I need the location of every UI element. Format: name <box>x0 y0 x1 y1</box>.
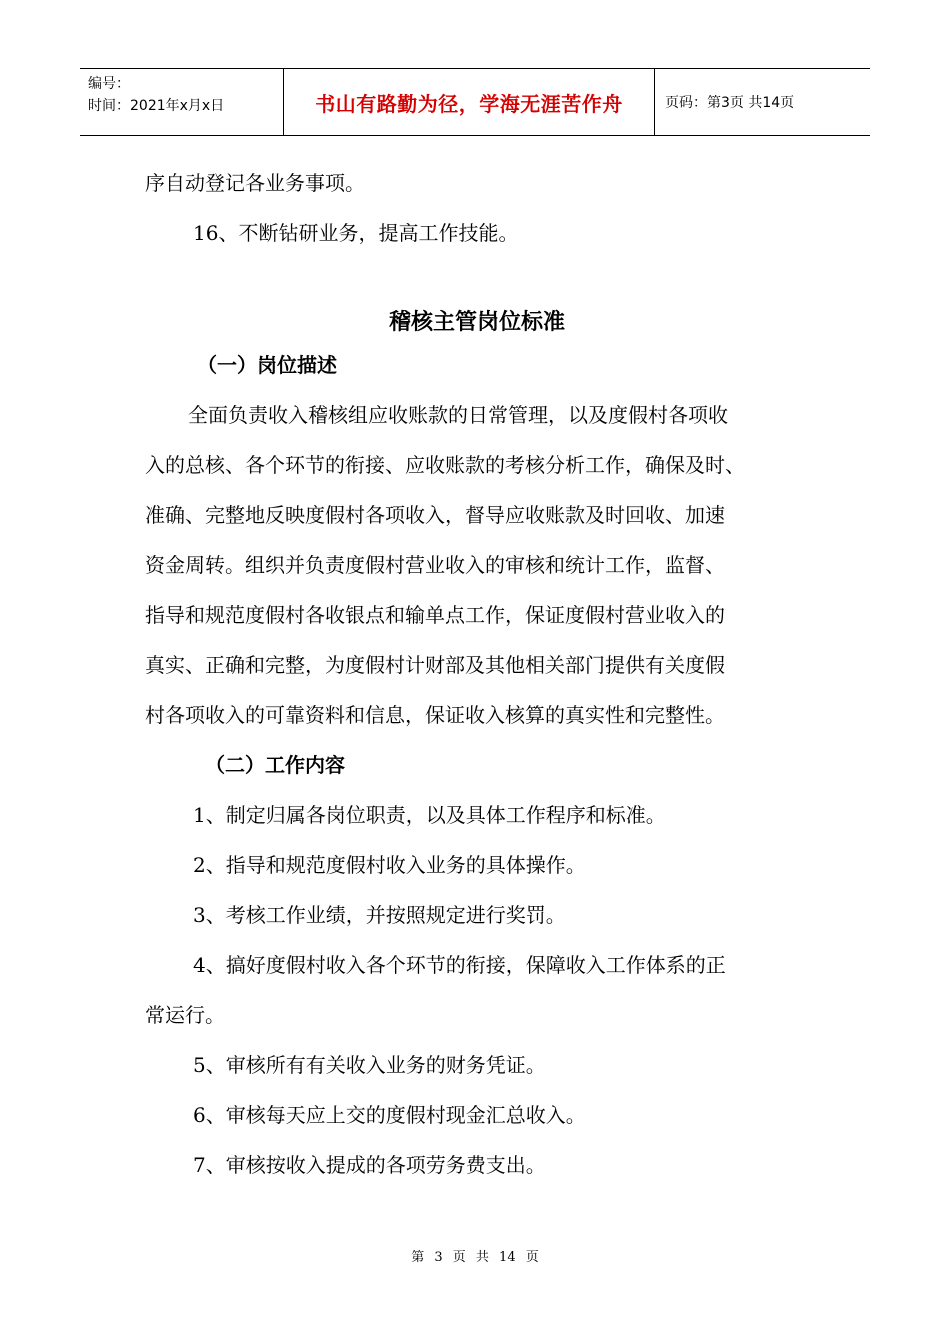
duty-item: 5、审核所有有关收入业务的财务凭证。 <box>193 1053 546 1077</box>
description-line: 入的总核、各个环节的衔接、应收账款的考核分析工作，确保及时、 <box>145 453 745 477</box>
subsection-heading-description: （一）岗位描述 <box>197 353 337 377</box>
description-line: 村各项收入的可靠资料和信息，保证收入核算的真实性和完整性。 <box>145 703 725 727</box>
description-line: 资金周转。组织并负责度假村营业收入的审核和统计工作，监督、 <box>145 553 725 577</box>
header-motto: 书山有路勤为径，学海无涯苦作舟 <box>283 69 655 135</box>
duty-item: 1、制定归属各岗位职责，以及具体工作程序和标准。 <box>193 803 666 827</box>
page-header <box>80 68 870 136</box>
description-line: 全面负责收入稽核组应收账款的日常管理，以及度假村各项收 <box>188 403 728 427</box>
subsection-heading-duties: （二）工作内容 <box>205 753 345 777</box>
description-line: 真实、正确和完整，为度假村计财部及其他相关部门提供有关度假 <box>145 653 725 677</box>
duty-item: 7、审核按收入提成的各项劳务费支出。 <box>193 1153 546 1177</box>
document-body <box>145 158 815 1190</box>
document-time-label: 时间：2021年x月x日 <box>88 98 225 114</box>
duty-item: 2、指导和规范度假村收入业务的具体操作。 <box>193 853 586 877</box>
duty-item-continuation: 常运行。 <box>145 1003 225 1027</box>
duty-item: 4、搞好度假村收入各个环节的衔接，保障收入工作体系的正 <box>193 953 726 977</box>
page-footer: 第 3 页 共 14 页 <box>411 1250 539 1265</box>
description-line: 指导和规范度假村各收银点和输单点工作，保证度假村营业收入的 <box>145 603 725 627</box>
header-meta <box>80 69 283 135</box>
document-number-label: 编号： <box>88 76 130 92</box>
continuation-line: 序自动登记各业务事项。 <box>145 171 365 195</box>
header-page-info: 页码：第3页 共14页 <box>665 95 795 111</box>
duty-item: 6、审核每天应上交的度假村现金汇总收入。 <box>193 1103 586 1127</box>
description-line: 准确、完整地反映度假村各项收入，督导应收账款及时回收、加速 <box>145 503 725 527</box>
duty-item: 3、考核工作业绩，并按照规定进行奖罚。 <box>193 903 566 927</box>
list-item-16: 16、不断钻研业务，提高工作技能。 <box>193 221 519 245</box>
section-title: 稽核主管岗位标准 <box>388 310 565 335</box>
